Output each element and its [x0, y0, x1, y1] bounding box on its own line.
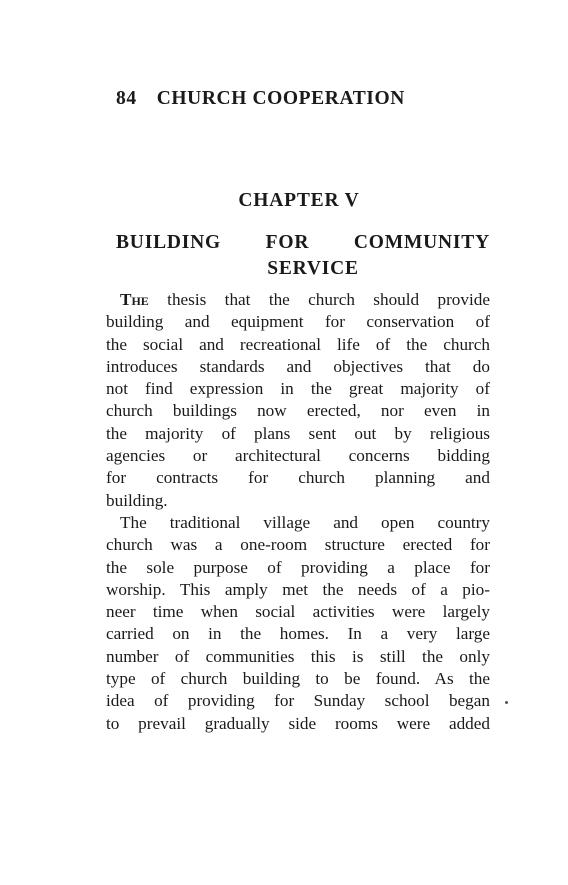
text-line: introduces standards and objectives that do [106, 356, 490, 376]
running-title: CHURCH COOPERATION [156, 88, 405, 109]
drop-word: The [120, 290, 149, 309]
chapter-title-line-2: SERVICE [267, 258, 359, 279]
text-line: carried on in the homes. In a very large [106, 624, 490, 644]
text-line: church buildings now erected, nor even in [106, 401, 490, 421]
text-line: the social and recreational life of the church [106, 334, 490, 354]
body-text [106, 289, 490, 735]
text-line: building. [106, 490, 168, 510]
chapter-title-line-1 [116, 230, 490, 256]
chapter-title-word: FOR [265, 232, 310, 253]
running-header [116, 88, 405, 110]
text-line: number of communities this is still the only [106, 646, 490, 666]
text-line: not find expression in the great majority of [106, 379, 490, 399]
chapter-title-word: BUILDING [116, 232, 222, 253]
chapter-title-word: COMMUNITY [353, 232, 490, 253]
text-line: type of church building to be found. As the [106, 669, 490, 689]
paper-speck [505, 701, 508, 704]
text-line: for contracts for church planning and [106, 468, 490, 488]
text-line: agencies or architectural concerns bidding [106, 446, 490, 466]
chapter-title [116, 230, 490, 282]
text-line: the sole purpose of providing a place for [106, 557, 490, 577]
text-line: idea of providing for Sunday school began [106, 691, 490, 711]
text-line: building and equipment for conservation of [106, 312, 490, 332]
page-number: 84 [116, 88, 137, 109]
text-line: the majority of plans sent out by religious [106, 423, 490, 443]
text-line: The thesis that the church should provide [120, 290, 490, 309]
text-line: church was a one-room structure erected for [106, 535, 490, 555]
text-line: neer time when social activities were largely [106, 602, 490, 622]
text-line: The traditional village and open country [120, 512, 490, 532]
text-line: worship. This amply met the needs of a pio- [106, 579, 490, 599]
chapter-label: CHAPTER V [238, 190, 360, 211]
text-line: to prevail gradually side rooms were added [106, 713, 490, 733]
